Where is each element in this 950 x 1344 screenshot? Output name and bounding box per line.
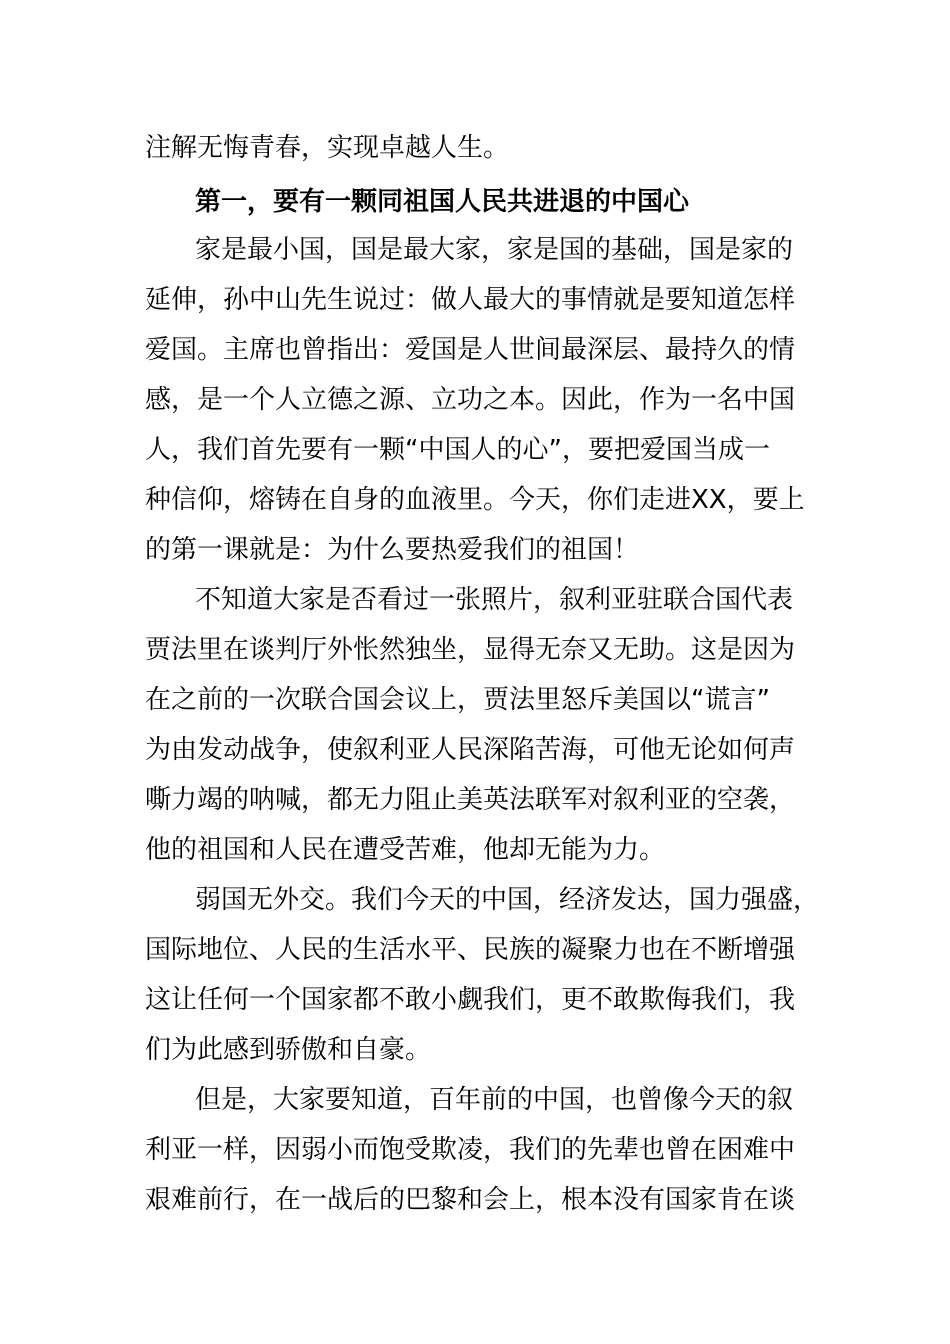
body-text-line: 艰难前行，在一战后的巴黎和会上，根本没有国家肯在谈 xyxy=(145,1185,796,1215)
body-text-line: 的第一课就是：为什么要热爱我们的祖国！ xyxy=(145,535,640,565)
body-text-line: 这让任何一个国家都不敢小觑我们，更不敢欺侮我们，我 xyxy=(145,985,796,1015)
paragraph-first-line: 不知道大家是否看过一张照片，叙利亚驻联合国代表 xyxy=(195,585,794,615)
body-text-line: 注解无悔青春，实现卓越人生。 xyxy=(145,133,510,163)
body-text-line: 在之前的一次联合国会议上，贾法里怒斥美国以“谎言” xyxy=(145,685,770,715)
paragraph-first-line: 家是最小国，国是最大家，家是国的基础，国是家的 xyxy=(195,235,794,265)
body-text-line: 为由发动战争，使叙利亚人民深陷苦海，可他无论如何声 xyxy=(145,735,796,765)
body-text-line: 国际地位、人民的生活水平、民族的凝聚力也在不断增强 xyxy=(145,935,796,965)
body-text-line: 人，我们首先要有一颗“中国人的心”，要把爱国当成一 xyxy=(145,435,770,465)
body-text-line: 延伸，孙中山先生说过：做人最大的事情就是要知道怎样 xyxy=(145,285,796,315)
paragraph-first-line: 但是，大家要知道，百年前的中国，也曾像今天的叙 xyxy=(195,1085,794,1115)
body-text-line: 爱国。主席也曾指出：爱国是人世间最深层、最持久的情 xyxy=(145,335,796,365)
paragraph-first-line: 弱国无外交。我们今天的中国，经济发达，国力强盛， xyxy=(195,885,820,915)
body-text-line: 感，是一个人立德之源、立功之本。因此，作为一名中国 xyxy=(145,385,796,415)
body-text-line: 嘶力竭的呐喊，都无力阻止美英法联军对叙利亚的空袭， xyxy=(145,785,796,815)
section-heading: 第一，要有一颗同祖国人民共进退的中国心 xyxy=(195,187,690,217)
body-text-line: 贾法里在谈判厅外怅然独坐，显得无奈又无助。这是因为 xyxy=(145,635,796,665)
body-text-line: 们为此感到骄傲和自豪。 xyxy=(145,1035,432,1065)
body-text-line: 种信仰，熔铸在自身的血液里。今天，你们走进XX，要上 xyxy=(145,485,805,515)
body-text-line: 利亚一样，因弱小而饱受欺凌，我们的先辈也曾在困难中 xyxy=(145,1135,796,1165)
body-text-line: 他的祖国和人民在遭受苦难，他却无能为力。 xyxy=(145,835,666,865)
